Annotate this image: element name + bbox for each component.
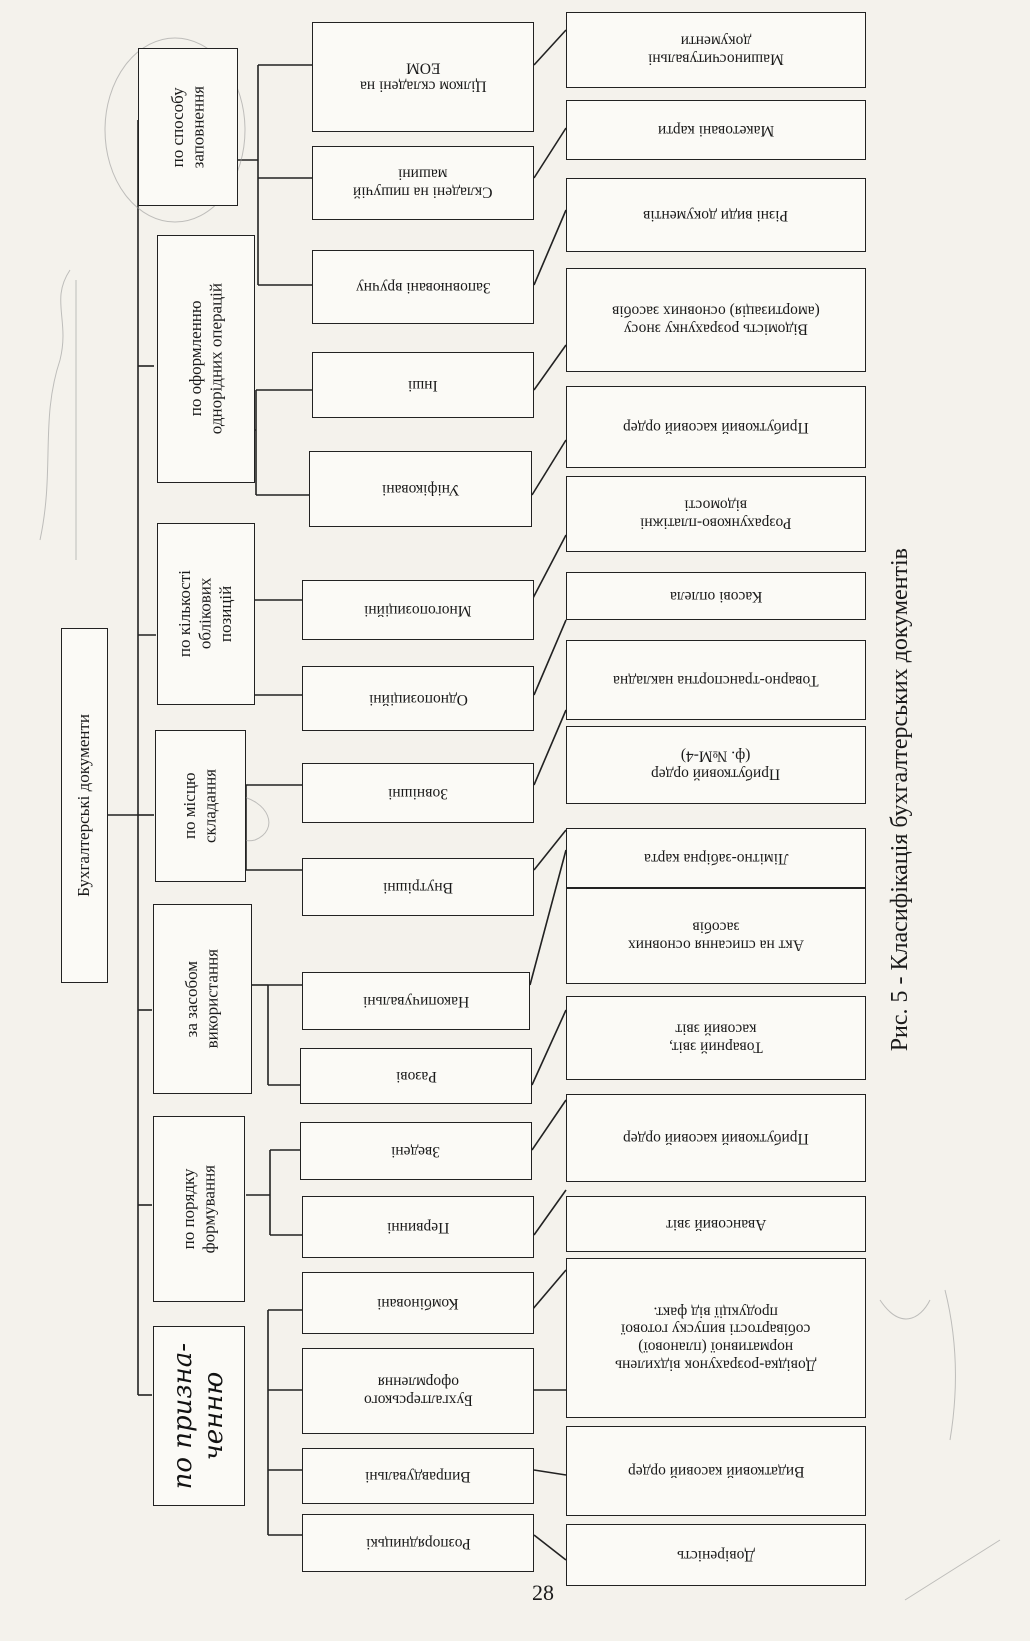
type-box: [312, 250, 534, 324]
type-box: [302, 1514, 534, 1572]
type-box: [309, 451, 532, 527]
type-label: Заповнювані вручну: [355, 278, 491, 296]
example-label: Довідка-розрахунок відхилень нормативної (планової) собівартості випуску готової продукції від факт.: [615, 1303, 817, 1374]
type-label: Комбіновані: [377, 1294, 459, 1312]
category-accounting-positions: [157, 523, 255, 705]
example-label: Лімітно-забірна карта: [643, 849, 789, 867]
example-label: Прибутковий касовий ордер: [623, 1129, 809, 1147]
figure-caption: [878, 480, 922, 1120]
type-box: [302, 763, 534, 823]
example-box: [566, 888, 866, 984]
example-box: [566, 386, 866, 468]
type-label: Складені на пишучій машині: [353, 166, 493, 201]
root-box: [61, 628, 108, 983]
type-box: [312, 146, 534, 220]
example-box: [566, 1258, 866, 1418]
example-label: Товарний звіт, касовий звіт: [669, 1021, 763, 1056]
example-box: [566, 268, 866, 372]
example-label: Відомість розрахунку зносу (амортизація) основних засобів: [612, 303, 820, 338]
example-box: [566, 726, 866, 804]
category-purpose-handwritten: [153, 1326, 245, 1506]
example-label: Касові оплела: [669, 587, 763, 605]
type-label: Розпорядницькі: [365, 1534, 471, 1552]
example-box: [566, 640, 866, 720]
type-label: Накопичувальні: [362, 992, 470, 1010]
type-label: Бухгалтерського оформлення: [363, 1374, 473, 1409]
example-label: Різні види документів: [643, 206, 789, 224]
example-box: [566, 1426, 866, 1516]
type-box: [302, 1448, 534, 1504]
type-box: [312, 352, 534, 418]
type-label: Інші: [408, 376, 438, 394]
example-label: Макетовані карти: [657, 121, 775, 139]
example-box: [566, 12, 866, 88]
example-box: [566, 1094, 866, 1182]
example-label: Машиносчитувальні документи: [648, 33, 784, 68]
category-place-of-compilation: [155, 730, 246, 882]
example-box: [566, 100, 866, 160]
example-label: Авансовий звіт: [665, 1215, 767, 1233]
category-label: по призна- ченню: [167, 1342, 229, 1490]
page-number: 28: [532, 1580, 554, 1605]
category-homogeneous-operations: [157, 235, 255, 483]
category-label: по способу заповнення: [167, 85, 207, 169]
figure-caption-text: Рис. 5 - Класифікація бухгалтерських документів: [886, 548, 913, 1052]
category-formation-order: [153, 1116, 245, 1302]
example-label: Прибутковий ордер (ф. №М-4): [651, 748, 781, 783]
type-label: Виправдувальні: [365, 1467, 471, 1485]
type-label: Уніфіковані: [381, 480, 460, 498]
example-label: Прибутковий касовий ордер: [623, 418, 809, 436]
type-box: [302, 1348, 534, 1434]
example-box: [566, 572, 866, 620]
type-label: Разові: [395, 1067, 437, 1085]
type-label: Внутрішні: [383, 878, 453, 896]
type-box: [302, 858, 534, 916]
category-means-of-use: [153, 904, 252, 1094]
example-box: [566, 178, 866, 252]
category-label: по кількості облікових позицій: [175, 570, 236, 658]
example-box: [566, 996, 866, 1080]
type-box: [312, 22, 534, 132]
example-label: Видатковий касовий ордер: [627, 1462, 805, 1480]
type-label: Многопозиційні: [364, 601, 472, 619]
example-box: [566, 1524, 866, 1586]
type-box: [302, 1196, 534, 1258]
example-label: Товарно-транспортна накладна: [613, 671, 819, 689]
category-label: по оформленню однорідних операцій: [185, 283, 225, 435]
category-label: по порядку формування: [178, 1164, 218, 1254]
type-box: [302, 972, 530, 1030]
type-label: Цілком складені на ЕОМ: [359, 60, 487, 95]
example-box: [566, 476, 866, 552]
type-label: Зовнішні: [388, 784, 448, 802]
example-box: [566, 1196, 866, 1252]
category-label: по місцю складання: [180, 768, 220, 844]
type-label: Зведені: [391, 1142, 441, 1160]
example-label: Довіреність: [677, 1546, 755, 1564]
type-box: [300, 1048, 532, 1104]
example-box: [566, 828, 866, 888]
example-label: Акт на списання основних засобів: [628, 919, 804, 954]
type-box: [302, 580, 534, 640]
example-label: Розрахунково-платіжні відомості: [640, 497, 792, 532]
type-box: [300, 1122, 532, 1180]
type-box: [302, 666, 534, 731]
category-label: за засобом використання: [182, 949, 222, 1049]
type-box: [302, 1272, 534, 1334]
type-label: Первинні: [386, 1218, 450, 1236]
type-label: Однопозиційні: [368, 690, 468, 708]
category-filling-method: [138, 48, 238, 206]
root-label: Бухгалтерські документи: [74, 714, 94, 897]
